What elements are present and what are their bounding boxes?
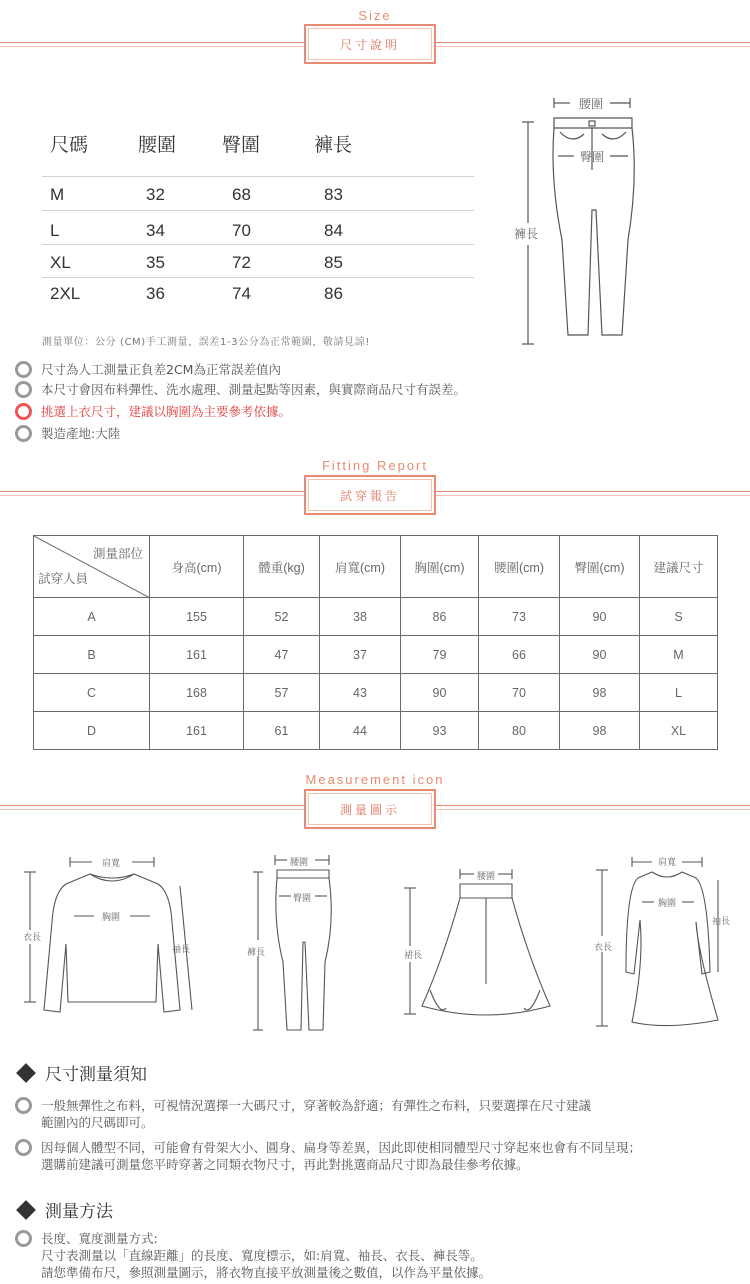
size-section-zh: 尺寸說明 — [339, 37, 400, 52]
size-cell: L — [50, 221, 60, 240]
bullet-item — [15, 380, 466, 398]
column-header: 建議尺寸 — [640, 536, 718, 598]
bullet-text: 挑選上衣尺寸，建議以胸圍為主要參考依據。 — [41, 404, 292, 419]
table-header-row — [34, 536, 718, 598]
fitting-table — [33, 535, 718, 750]
corner-cell — [34, 536, 150, 598]
circle-icon — [15, 361, 32, 378]
table-cell: 155 — [150, 598, 244, 636]
top-shoulder-label: 肩寬 — [102, 859, 121, 869]
notice-text: 因每個人體型不同，可能會有骨架大小、圓身、扁身等差異，因此即使相同體型尺寸穿起來也會有不同呈現； — [41, 1140, 642, 1155]
table-cell: 44 — [320, 712, 401, 750]
measure-section-zh: 測量圖示 — [339, 802, 400, 817]
size-header: 腰圍 — [138, 134, 177, 156]
circle-icon — [15, 425, 32, 442]
bullet-text: 尺寸為人工測量正負差2CM為正常誤差值內 — [41, 362, 281, 377]
column-header: 臀圍(cm) — [560, 536, 640, 598]
table-cell: 37 — [320, 636, 401, 674]
notice-text: 選購前建議可測量您平時穿著之同類衣物尺寸，再此對挑選商品尺寸即為最佳參考依據。 — [41, 1157, 529, 1172]
table-cell: 90 — [560, 636, 640, 674]
notice-item — [15, 1139, 641, 1173]
size-cell: XL — [50, 253, 71, 272]
size-cell: 83 — [324, 185, 343, 204]
table-cell: 168 — [150, 674, 244, 712]
top-chest-label: 胸圍 — [102, 913, 121, 923]
top-sleeve-label: 袖長 — [172, 945, 191, 955]
skirt-icon — [400, 866, 560, 1026]
corner-top-label: 測量部位 — [92, 547, 143, 561]
diamond-icon — [16, 1200, 36, 1220]
dress-length-label: 衣長 — [594, 943, 613, 953]
pants-waist-label: 腰圍 — [579, 97, 604, 111]
bullet-text: 製造產地:大陸 — [41, 426, 121, 441]
circle-icon — [15, 403, 32, 420]
dress-icon — [592, 852, 742, 1032]
table-cell: B — [34, 636, 150, 674]
fitting-section-title — [304, 475, 436, 515]
corner-bottom-label: 試穿人員 — [38, 572, 89, 586]
notice-text: 一般無彈性之布料，可視情況選擇一大碼尺寸，穿著較為舒適；有彈性之布料，只要選擇在尺寸建議 — [41, 1098, 592, 1113]
column-header: 腰圍(cm) — [479, 536, 560, 598]
measure-section-en: Measurement icon — [305, 772, 445, 787]
table-rule — [42, 210, 474, 211]
table-cell: 73 — [479, 598, 560, 636]
table-cell: 70 — [479, 674, 560, 712]
circle-icon — [15, 1139, 32, 1156]
size-cell: 2XL — [50, 284, 81, 303]
size-cell: 72 — [232, 253, 251, 272]
column-header: 肩寬(cm) — [320, 536, 401, 598]
dress-shoulder-label: 肩寬 — [658, 858, 677, 868]
fitting-section-zh: 試穿報告 — [339, 488, 400, 503]
table-rule — [42, 244, 474, 245]
table-row — [34, 636, 718, 674]
table-cell: 98 — [560, 712, 640, 750]
size-cell: 86 — [324, 284, 343, 303]
notice-title: 尺寸測量須知 — [45, 1065, 147, 1085]
top-length-label: 衣長 — [23, 933, 42, 943]
pants-length-label: 褲長 — [514, 227, 539, 241]
circle-icon — [15, 1097, 32, 1114]
size-cell: M — [50, 185, 65, 204]
method-title: 測量方法 — [45, 1202, 113, 1222]
method-heading — [17, 1197, 113, 1222]
table-rule — [42, 176, 474, 177]
skirt-measure-figure — [400, 866, 560, 1026]
size-cell: 36 — [146, 284, 165, 303]
skirt-length-label: 裙長 — [404, 951, 423, 961]
top-measure-figure — [20, 852, 200, 1032]
table-cell: A — [34, 598, 150, 636]
dress-measure-figure — [592, 852, 742, 1032]
dress-sleeve-label: 袖長 — [712, 917, 731, 927]
unit-note: 測量單位：公分 (CM)手工測量，誤差1-3公分為正常範圍，敬請見諒! — [42, 337, 370, 348]
table-cell: 79 — [401, 636, 479, 674]
size-cell: 74 — [232, 284, 251, 303]
table-cell: C — [34, 674, 150, 712]
size-cell: 70 — [232, 221, 251, 240]
size-cell: 35 — [146, 253, 165, 272]
pants-length-icon-label: 褲長 — [247, 948, 266, 958]
table-cell: 90 — [401, 674, 479, 712]
pants-measure-figure — [243, 852, 353, 1037]
table-row — [34, 598, 718, 636]
circle-icon — [15, 1230, 32, 1247]
pants-outline-icon — [510, 90, 650, 350]
notice-heading — [17, 1060, 147, 1085]
size-header: 尺碼 — [50, 134, 89, 156]
column-header: 身高(cm) — [150, 536, 244, 598]
bullet-item — [15, 360, 281, 378]
table-rule — [42, 277, 474, 278]
size-cell: 84 — [324, 221, 343, 240]
table-cell: 52 — [244, 598, 320, 636]
size-cell: 68 — [232, 185, 251, 204]
pants-hip-icon-label: 臀圍 — [293, 894, 312, 904]
table-cell: S — [640, 598, 718, 636]
table-cell: 86 — [401, 598, 479, 636]
dress-chest-label: 胸圍 — [658, 899, 677, 909]
table-cell: 98 — [560, 674, 640, 712]
bullet-item — [15, 424, 120, 442]
table-cell: 93 — [401, 712, 479, 750]
bullet-item-highlight — [15, 402, 291, 420]
column-header: 胸圍(cm) — [401, 536, 479, 598]
pants-figure — [510, 90, 650, 350]
table-cell: 161 — [150, 636, 244, 674]
method-text: 長度、寬度測量方式: — [41, 1231, 158, 1246]
notice-text: 範圍內的尺碼即可。 — [41, 1115, 154, 1130]
table-row — [34, 674, 718, 712]
skirt-waist-label: 腰圍 — [477, 872, 496, 882]
table-cell: 161 — [150, 712, 244, 750]
table-cell: 38 — [320, 598, 401, 636]
circle-icon — [15, 381, 32, 398]
table-cell: 90 — [560, 598, 640, 636]
table-cell: XL — [640, 712, 718, 750]
notice-item — [15, 1097, 591, 1131]
size-header: 臀圍 — [222, 134, 261, 156]
pants-waist-icon-label: 腰圍 — [290, 858, 309, 868]
size-section-en: Size — [358, 8, 392, 23]
size-cell: 34 — [146, 221, 165, 240]
table-cell: L — [640, 674, 718, 712]
method-text: 請您準備布尺，參照測量圖示，將衣物直接平放測量後之數值，以作為平量依據。 — [41, 1265, 492, 1280]
table-cell: 47 — [244, 636, 320, 674]
measure-section-title — [304, 789, 436, 829]
table-row — [34, 712, 718, 750]
diamond-icon — [16, 1063, 36, 1083]
method-text: 尺寸表測量以「直線距離」的長度、寬度標示，如:肩寬、袖長、衣長、褲長等。 — [41, 1248, 483, 1263]
table-cell: 57 — [244, 674, 320, 712]
column-header: 體重(kg) — [244, 536, 320, 598]
size-section-title — [304, 24, 436, 64]
size-cell: 32 — [146, 185, 165, 204]
size-cell: 85 — [324, 253, 343, 272]
table-cell: 43 — [320, 674, 401, 712]
method-item — [15, 1230, 491, 1281]
table-cell: 61 — [244, 712, 320, 750]
pants-hip-label: 臀圍 — [580, 150, 605, 164]
table-cell: M — [640, 636, 718, 674]
size-header: 褲長 — [314, 134, 353, 156]
bullet-text: 本尺寸會因布料彈性、洗水處理、測量起點等因素，與實際商品尺寸有誤差。 — [41, 382, 467, 397]
table-cell: 66 — [479, 636, 560, 674]
table-cell: D — [34, 712, 150, 750]
fitting-section-en: Fitting Report — [321, 458, 429, 473]
table-cell: 80 — [479, 712, 560, 750]
